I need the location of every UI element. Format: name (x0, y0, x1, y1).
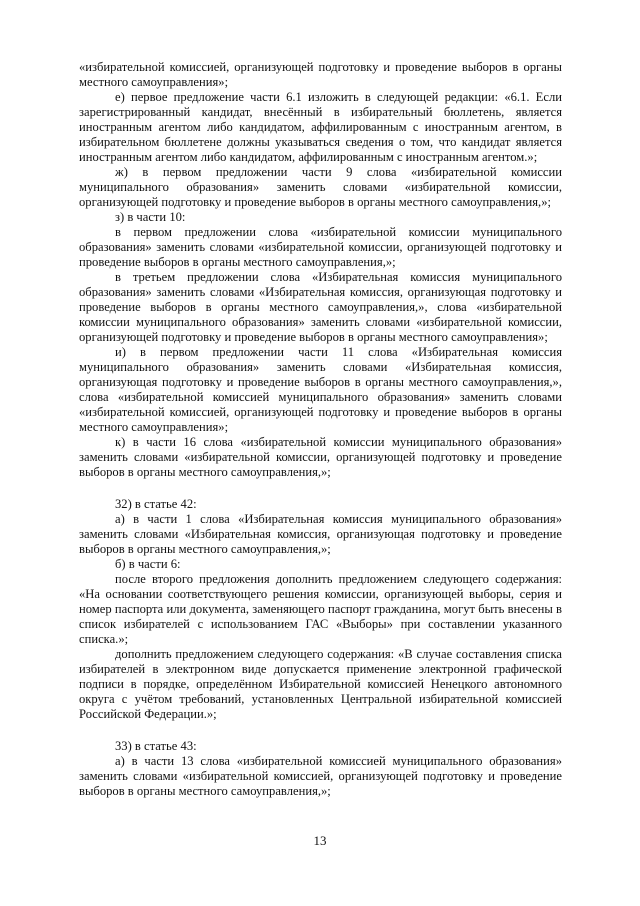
page-number: 13 (313, 833, 327, 848)
paragraph: ж) в первом предложении части 9 слова «избирательной комиссии муниципального образования» заменить словами «избирательной комиссии, организующей подготовку и проведение выборов в органы местного самоуправления,»; (79, 165, 562, 209)
paragraph: а) в части 13 слова «избирательной комиссией муниципального образования» заменить словами «избирательной комиссией, организующей подготовку и проведение выборов в органы местного самоуправления,»; (79, 754, 562, 798)
paragraph: е) первое предложение части 6.1 изложить в следующей редакции: «6.1. Если зарегистрированный кандидат, внесённый в избирательный бюллетень, является иностранным агентом либо кандидатом, аффилированным с иностранным агентом, в избирательном бюллетене должны указываться сведения о том, что кандидат является иностранным агентом либо кандидатом, аффилированным с иностранным агентом.»; (79, 90, 562, 164)
document-page (79, 60, 562, 799)
paragraph: к) в части 16 слова «избирательной комиссии муниципального образования» заменить словами «избирательной комиссии, организующей подготовку и проведение выборов в органы местного самоуправления,»; (79, 435, 562, 479)
paragraph: б) в части 6: (115, 557, 181, 571)
paragraph: в третьем предложении слова «Избирательная комиссия муниципального образования» заменить словами «Избирательная комиссия, организующая подготовку и проведение выборов в органы местного самоуправления,», слова «избирательной комиссии муниципального образования» заменить словами «избирательной комиссии, организующей подготовку и проведение выборов в органы местного самоуправления»; (79, 270, 562, 344)
paragraph: з) в части 10: (115, 210, 186, 224)
paragraph: и) в первом предложении части 11 слова «Избирательная комиссия муниципального образования» заменить словами «Избирательная комиссия, организующая подготовку и проведение выборов в органы местного самоуправления,», слова «избирательной комиссией муниципального образования» заменить словами «избирательной комиссией, организующей подготовку и проведение выборов в органы местного самоуправления»; (79, 345, 562, 434)
paragraph: «избирательной комиссией, организующей подготовку и проведение выборов в органы местного самоуправления»; (79, 60, 562, 89)
paragraph: 33) в статье 43: (115, 739, 197, 753)
paragraph: 32) в статье 42: (115, 497, 197, 511)
paragraph: а) в части 1 слова «Избирательная комиссия муниципального образования» заменить словами «Избирательная комиссия, организующая подготовку и проведение выборов в органы местного самоуправления,»; (79, 512, 562, 556)
paragraph: в первом предложении слова «избирательной комиссии муниципального образования» заменить словами «избирательной комиссии, организующей подготовку и проведение выборов в органы местного самоуправления,»; (79, 225, 562, 269)
paragraph: после второго предложения дополнить предложением следующего содержания: «На основании соответствующего решения комиссии, организующей выборы, серия и номер паспорта или документа, заменяющего паспорт гражданина, могут быть внесены в список избирателей с использованием ГАС «Выборы» при составлении указанного списка.»; (79, 572, 562, 646)
paragraph: дополнить предложением следующего содержания: «В случае составления списка избирателей в электронном виде допускается применение электронной графической подписи в порядке, определённом Избирательной комиссией Ненецкого автономного округа с учётом требований, установленных Центральной избирательной комиссией Российской Федерации.»; (79, 647, 562, 721)
